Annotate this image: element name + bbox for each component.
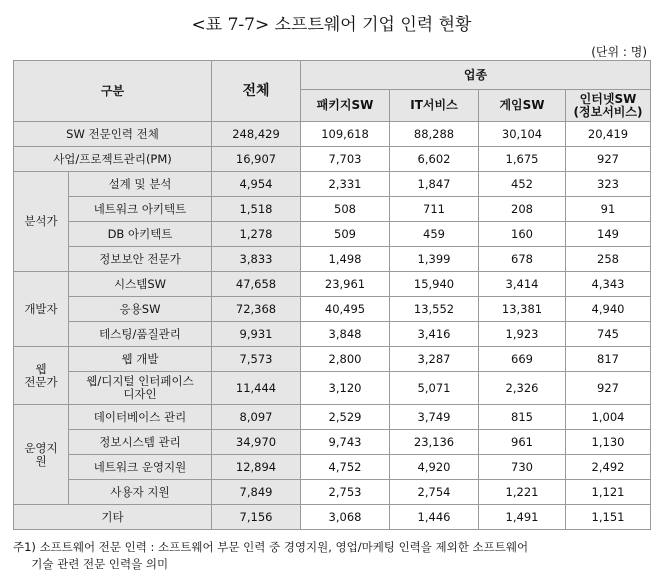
group-label-web: 웹 전문가 [14,347,69,405]
table-row [14,147,651,172]
row-label: 사용자 지원 [69,480,212,505]
cell: 1,151 [566,505,651,530]
cell-total: 9,931 [212,322,301,347]
cell: 3,287 [390,347,479,372]
cell: 1,121 [566,480,651,505]
cell-total: 248,429 [212,122,301,147]
cell: 20,419 [566,122,651,147]
staff-table [13,60,651,530]
cell: 3,749 [390,405,479,430]
cell: 9,743 [301,430,390,455]
unit-label: (단위 : 명) [591,45,647,59]
cell: 160 [479,222,566,247]
table-row [14,347,651,372]
table-row [14,247,651,272]
cell: 459 [390,222,479,247]
cell: 15,940 [390,272,479,297]
cell-total: 72,368 [212,297,301,322]
cell-total: 4,954 [212,172,301,197]
row-label: 웹 개발 [69,347,212,372]
cell: 927 [566,372,651,405]
cell: 2,754 [390,480,479,505]
header-game-sw: 게임SW [479,90,566,122]
cell: 6,602 [390,147,479,172]
cell: 109,618 [301,122,390,147]
header-category: 구분 [14,61,212,122]
cell-total: 12,894 [212,455,301,480]
footnote [13,539,528,573]
cell-total: 34,970 [212,430,301,455]
cell: 1,923 [479,322,566,347]
row-label: 시스템SW [69,272,212,297]
row-label: 정보보안 전문가 [69,247,212,272]
cell: 1,399 [390,247,479,272]
cell: 1,498 [301,247,390,272]
cell: 149 [566,222,651,247]
cell: 3,120 [301,372,390,405]
cell-total: 1,278 [212,222,301,247]
cell: 23,961 [301,272,390,297]
cell: 23,136 [390,430,479,455]
row-label: 정보시스템 관리 [69,430,212,455]
cell: 927 [566,147,651,172]
cell: 2,800 [301,347,390,372]
cell: 452 [479,172,566,197]
row-label: DB 아키텍트 [69,222,212,247]
cell: 1,221 [479,480,566,505]
table-row [14,372,651,405]
header-total: 전체 [212,61,301,122]
cell: 3,068 [301,505,390,530]
header-it-service: IT서비스 [390,90,479,122]
table-row [14,172,651,197]
table-row [14,272,651,297]
cell: 2,331 [301,172,390,197]
cell-total: 7,849 [212,480,301,505]
row-label: 사업/프로젝트관리(PM) [14,147,212,172]
cell: 730 [479,455,566,480]
cell: 745 [566,322,651,347]
row-label: 데이터베이스 관리 [69,405,212,430]
cell: 7,703 [301,147,390,172]
cell: 88,288 [390,122,479,147]
cell: 4,920 [390,455,479,480]
footnote-line: 기술 관련 전문 인력을 의미 [13,557,169,571]
table-row [14,322,651,347]
cell: 508 [301,197,390,222]
table-title: <표 7-7> 소프트웨어 기업 인력 현황 [191,15,472,35]
cell: 2,529 [301,405,390,430]
row-label: 네트워크 아키텍트 [69,197,212,222]
row-label: 기타 [14,505,212,530]
cell: 711 [390,197,479,222]
cell: 91 [566,197,651,222]
header-package-sw: 패키지SW [301,90,390,122]
cell: 208 [479,197,566,222]
group-label-analysts: 분석가 [14,172,69,272]
table-row [14,455,651,480]
header-industry: 업종 [301,61,651,90]
cell: 817 [566,347,651,372]
row-label: 테스팅/품질관리 [69,322,212,347]
cell-total: 47,658 [212,272,301,297]
table-row [14,197,651,222]
cell-total: 16,907 [212,147,301,172]
cell: 3,848 [301,322,390,347]
row-label: 응용SW [69,297,212,322]
cell: 3,414 [479,272,566,297]
row-label: SW 전문인력 전체 [14,122,212,147]
cell: 961 [479,430,566,455]
cell: 669 [479,347,566,372]
cell-total: 3,833 [212,247,301,272]
table-row [14,505,651,530]
table-row [14,430,651,455]
cell: 13,381 [479,297,566,322]
table-row [14,405,651,430]
cell: 323 [566,172,651,197]
cell-total: 11,444 [212,372,301,405]
cell: 4,752 [301,455,390,480]
row-label: 설계 및 분석 [69,172,212,197]
cell: 5,071 [390,372,479,405]
row-label: 웹/디지털 인터페이스 디자인 [69,372,212,405]
cell: 258 [566,247,651,272]
cell: 1,130 [566,430,651,455]
cell: 4,940 [566,297,651,322]
table-row [14,297,651,322]
cell: 1,675 [479,147,566,172]
cell: 509 [301,222,390,247]
cell: 1,004 [566,405,651,430]
cell-total: 8,097 [212,405,301,430]
cell: 13,552 [390,297,479,322]
group-label-operations: 운영지 원 [14,405,69,505]
group-label-developers: 개발자 [14,272,69,347]
table-row [14,480,651,505]
footnote-line: 주1) 소프트웨어 전문 인력 : 소프트웨어 부문 인력 중 경영지원, 영업/마케팅 인력을 제외한 소프트웨어 [13,540,529,554]
cell: 815 [479,405,566,430]
cell: 3,416 [390,322,479,347]
cell: 1,847 [390,172,479,197]
cell: 2,326 [479,372,566,405]
header-internet-sw: 인터넷SW (정보서비스) [566,90,651,122]
cell: 2,753 [301,480,390,505]
table-row [14,222,651,247]
cell-total: 1,518 [212,197,301,222]
cell: 4,343 [566,272,651,297]
cell: 2,492 [566,455,651,480]
cell: 40,495 [301,297,390,322]
table-row [14,122,651,147]
cell: 1,446 [390,505,479,530]
cell: 30,104 [479,122,566,147]
cell-total: 7,156 [212,505,301,530]
cell: 1,491 [479,505,566,530]
cell-total: 7,573 [212,347,301,372]
cell: 678 [479,247,566,272]
row-label: 네트워크 운영지원 [69,455,212,480]
